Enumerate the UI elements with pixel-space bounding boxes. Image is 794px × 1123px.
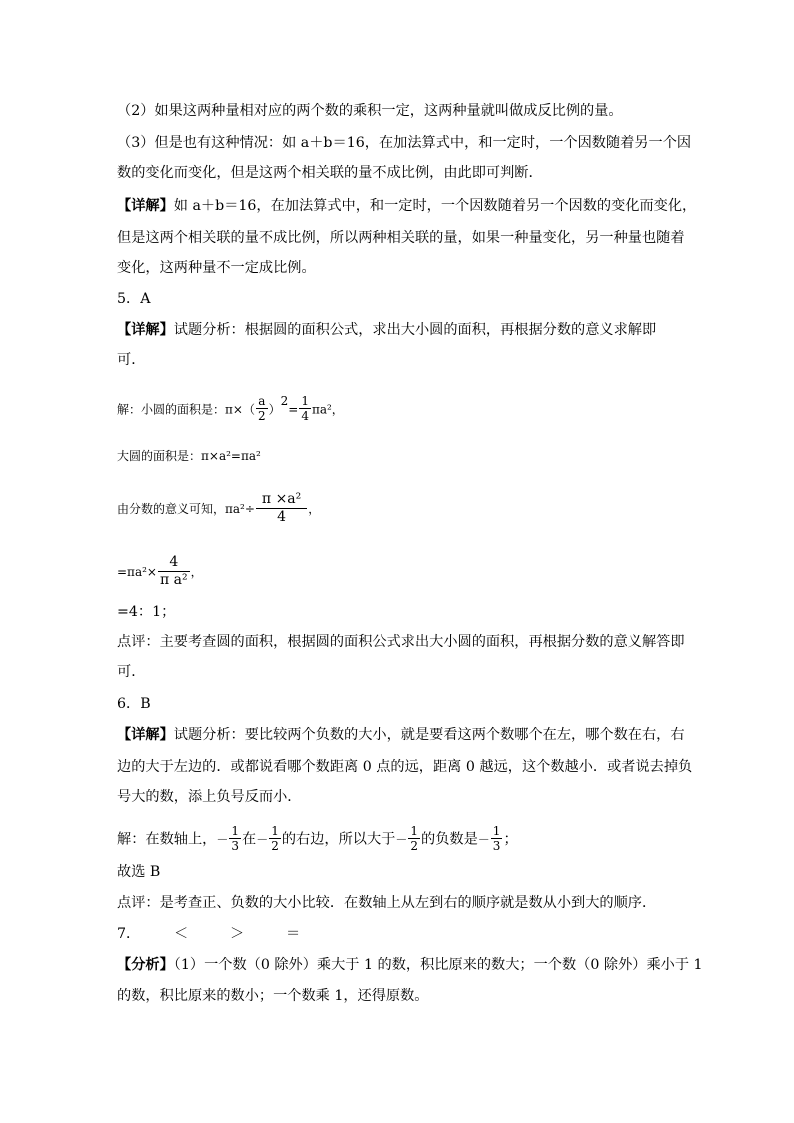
numerator: 1 [231, 824, 239, 838]
minus-sign: － [395, 832, 408, 847]
minus-sign: － [477, 832, 490, 847]
text-line [117, 320, 656, 340]
denominator: 2 [257, 409, 266, 423]
text-span: 如 a＋b＝16，在加法算式中，和一定时，一个因数随着另一个因数的变化而变化， [173, 198, 697, 214]
fraction [269, 825, 281, 852]
fraction [158, 555, 190, 587]
question-number: 6．B [117, 696, 151, 712]
question-number-line [117, 924, 342, 944]
text-span: 的右边，所以大于 [281, 831, 396, 848]
answer-symbol: ＜ [174, 926, 189, 942]
formula-text: =πa²× [117, 565, 157, 579]
text-span: 解：在数轴上， [117, 831, 217, 848]
text-line: 但是这两个相关联的量不成比例，所以两种相关联的量，如果一种量变化，另一种量也随着 [117, 230, 685, 246]
text-line: （2）如果这两种量相对应的两个数的乘积一定，这两种量就叫做成反比例的量。 [117, 103, 623, 119]
section-tag: 【详解】 [117, 322, 174, 338]
text-span: 试题分析：根据圆的面积公式，求出大小圆的面积，再根据分数的意义求解即 [173, 322, 657, 338]
text-line: 可． [117, 664, 146, 680]
denominator: π a² [159, 572, 188, 588]
formula-line [117, 493, 320, 525]
fraction [256, 395, 268, 422]
text-line: 可． [117, 352, 146, 368]
formula-text: πa²， [311, 402, 344, 417]
section-tag: 【分析】 [117, 957, 174, 973]
text-line: 故选 B [117, 864, 161, 880]
text-span: 的负数是 [421, 831, 478, 848]
text-line: 点评：是考查正、负数的大小比较．在数轴上从左到右的顺序就是数从小到大的顺序． [117, 895, 657, 911]
question-number: 7． [117, 926, 141, 942]
text-line: 数的变化而变化，但是这两个相关联的量不成比例，由此即可判断． [117, 165, 543, 181]
formula-text: 由分数的意义可知，πa²÷ [117, 502, 255, 516]
denominator: 4 [277, 509, 287, 525]
formula-text: ， [308, 502, 321, 516]
numerator: 1 [410, 824, 419, 838]
denominator: 4 [301, 409, 309, 423]
text-span: ； [503, 831, 518, 848]
denominator: 3 [231, 839, 239, 853]
formula-line [117, 393, 344, 423]
denominator: 2 [410, 839, 419, 853]
text-line: 变化，这两种量不一定成比例。 [117, 260, 316, 276]
text-span: （1）一个数（0 除外）乘大于 1 的数，积比原来的数大；一个数（0 除外）乘小于 1 [173, 957, 703, 973]
formula-text: 解：小圆的面积是：π×（ [117, 402, 255, 417]
text-span: 在 [241, 831, 257, 848]
text-line: 号大的数，添上负号反而小． [117, 789, 302, 805]
numerator: π ×a² [256, 492, 307, 509]
formula-line [117, 556, 203, 588]
fraction [256, 492, 307, 524]
formula-text: = [288, 402, 299, 417]
text-line [117, 725, 685, 745]
numerator: 1 [492, 824, 501, 838]
section-tag: 【详解】 [117, 198, 174, 214]
fraction [299, 395, 311, 422]
answer-symbol: ＝ [286, 926, 301, 942]
text-line: =4：1； [117, 604, 176, 620]
text-line [117, 196, 696, 216]
answer-symbol: ＞ [230, 926, 245, 942]
numerator: 1 [271, 824, 279, 838]
text-line: 点评：主要考查圆的面积，根据圆的面积公式求出大小圆的面积，再根据分数的意义解答即 [117, 634, 685, 650]
formula-text: ， [190, 565, 203, 579]
formula-text: ） [268, 402, 281, 417]
exponent: 2 [280, 393, 289, 408]
fraction [408, 825, 420, 852]
text-line [117, 955, 703, 975]
minus-sign: － [256, 832, 269, 847]
denominator: 2 [271, 839, 279, 853]
question-number: 5．A [117, 291, 151, 307]
fraction [491, 825, 503, 852]
text-span: 试题分析：要比较两个负数的大小，就是要看这两个数哪个在左，哪个数在右，右 [173, 727, 685, 743]
fraction [229, 825, 241, 852]
numerator: 4 [158, 555, 190, 572]
text-line: （3）但是也有这种情况：如 a＋b＝16，在加法算式中，和一定时，一个因数随着另一个因 [117, 135, 692, 151]
numerator: 1 [301, 394, 309, 408]
text-line: 边的大于左边的．或都说看哪个数距离 0 点的远，距离 0 越远，这个数越小．或者说去掉负 [117, 759, 693, 775]
numerator: a [256, 395, 268, 409]
text-line: 的数，积比原来的数小；一个数乘 1，还得原数。 [117, 988, 429, 1004]
section-tag: 【详解】 [117, 727, 174, 743]
formula-line [117, 826, 518, 853]
minus-sign: － [216, 832, 229, 847]
formula-line: 大圆的面积是：π×a²=πa² [117, 449, 261, 463]
denominator: 3 [492, 839, 501, 853]
